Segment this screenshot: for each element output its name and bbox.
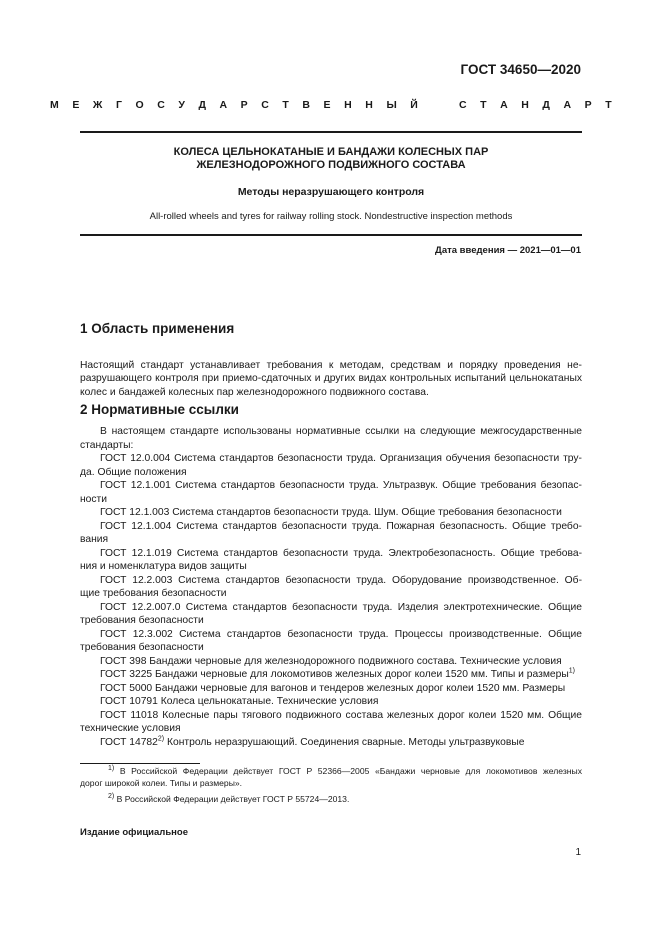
section-1-line: разрушающего контроля при приемо-сдаточных и других видах контрольных испытаний цельнокатаных bbox=[80, 373, 582, 384]
reference-text: ГОСТ 12.0.004 Система стандартов безопасности труда. Организация обучения безопасности тру- bbox=[100, 453, 582, 464]
reference-continuation: ности bbox=[80, 493, 108, 505]
reference-entry bbox=[80, 520, 582, 534]
reference-continuation: вания bbox=[80, 534, 109, 545]
reference-continuation: щие требования безопасности bbox=[80, 588, 227, 599]
reference-entry bbox=[80, 547, 582, 561]
introduction-date: Дата введения — 2021—01—01 bbox=[435, 245, 581, 256]
reference-text: ГОСТ 12.2.007.0 Система стандартов безопасности труда. Изделия электротехнические. Общие bbox=[100, 601, 582, 613]
interstate-letter: Р bbox=[240, 99, 248, 111]
interstate-letter: А bbox=[500, 99, 508, 111]
page-number: 1 bbox=[575, 847, 581, 858]
document-subtitle: Методы неразрушающего контроля bbox=[237, 186, 425, 198]
section-1-line: Настоящий стандарт устанавливает требования к методам, средствам и порядку проведения не- bbox=[80, 359, 582, 371]
reference-text: ГОСТ 12.1.004 Система стандартов безопасности труда. Пожарная безопасность. Общие требо- bbox=[100, 520, 582, 532]
interstate-letter: Т bbox=[282, 99, 289, 111]
footnote-1-cont: дорог широкой колеи. Типы и размеры». bbox=[80, 778, 243, 788]
title-line-2: ЖЕЛЕЗНОДОРОЖНОГО ПОДВИЖНОГО СОСТАВА bbox=[196, 159, 466, 171]
reference-text: ГОСТ 10791 Колеса цельнокатаные. Технические условия bbox=[100, 696, 379, 707]
reference-continuation: требования безопасности bbox=[80, 642, 204, 653]
interstate-letter: А bbox=[563, 99, 572, 111]
reference-continuation: да. Общие положения bbox=[80, 466, 187, 478]
reference-text: ГОСТ 5000 Бандажи черновые для вагонов и тендеров железных дорог колеи 1520 мм. Размеры bbox=[100, 682, 566, 694]
interstate-letter: Н bbox=[365, 99, 373, 111]
reference-text: ГОСТ 12.1.001 Система стандартов безопасности труда. Ультразвук. Общие требования безопас- bbox=[100, 480, 582, 491]
reference-entry bbox=[80, 736, 582, 750]
footnotes bbox=[80, 765, 582, 805]
interstate-letter: М bbox=[50, 99, 59, 111]
interstate-letter: Е bbox=[323, 99, 331, 111]
reference-entry bbox=[80, 601, 582, 615]
official-edition-label: Издание официальное bbox=[80, 827, 188, 838]
interstate-letter: С bbox=[458, 99, 467, 111]
interstate-letter: Т bbox=[605, 99, 612, 111]
interstate-letter: В bbox=[302, 99, 310, 111]
reference-entry bbox=[80, 574, 582, 588]
section-2-body bbox=[80, 425, 582, 749]
reference-text: Контроль неразрушающий. Соединения сварные. Методы ультразвуковые bbox=[164, 736, 525, 748]
footnote-mark: 1) bbox=[568, 667, 576, 675]
footnote-mark: 2) bbox=[157, 735, 165, 743]
interstate-letter: Т bbox=[480, 99, 487, 111]
top-rule bbox=[80, 131, 582, 133]
interstate-letter: О bbox=[135, 99, 144, 111]
reference-continuation: технические условия bbox=[80, 723, 181, 734]
reference-text: ГОСТ 11018 Колесные пары тягового подвижного состава железных дорог колеи 1520 мм. Общие bbox=[100, 709, 582, 721]
reference-text: ГОСТ 12.1.003 Система стандартов безопасности труда. Шум. Общие требования безопасности bbox=[100, 507, 562, 518]
interstate-letter: Н bbox=[521, 99, 529, 111]
title-rule bbox=[80, 234, 582, 236]
footnote-2: $^{2)}$ В Российской Федерации действует ГОСТ Р 55724—2013. bbox=[108, 793, 350, 804]
reference-entry bbox=[80, 695, 582, 709]
reference-entry bbox=[80, 479, 582, 493]
reference-text: ГОСТ 3225 Бандажи черновые для локомотивов железных дорог колеи 1520 мм. Типы и размеры bbox=[100, 669, 569, 680]
interstate-letter: У bbox=[178, 99, 185, 111]
reference-text: ГОСТ 12.3.002 Система стандартов безопасности труда. Процессы производственные. Общие bbox=[100, 628, 582, 640]
interstate-letter: Й bbox=[410, 99, 418, 111]
reference-text: ГОСТ 398 Бандажи черновые для железнодорожного подвижного состава. Технические условия bbox=[100, 655, 562, 667]
reference-text: ГОСТ 14782 bbox=[100, 736, 158, 748]
title-line-1: КОЛЕСА ЦЕЛЬНОКАТАНЫЕ И БАНДАЖИ КОЛЕСНЫХ ПАР bbox=[173, 146, 489, 158]
interstate-letter: Ы bbox=[386, 99, 397, 111]
reference-entry bbox=[80, 668, 582, 682]
interstate-letter: Г bbox=[115, 99, 122, 111]
interstate-letter: Д bbox=[542, 99, 550, 111]
interstate-letter: Ж bbox=[92, 99, 103, 111]
section-2-intro: стандарты: bbox=[80, 439, 134, 451]
interstate-letter: С bbox=[157, 99, 165, 111]
reference-entry bbox=[80, 709, 582, 723]
reference-continuation: требования безопасности bbox=[80, 615, 204, 626]
reference-continuation: ния и номенклатура видов защиты bbox=[80, 561, 247, 572]
reference-entry bbox=[80, 452, 582, 466]
reference-entry bbox=[80, 628, 582, 642]
interstate-standard-label bbox=[50, 99, 612, 111]
interstate-letter: Д bbox=[198, 99, 206, 111]
footnote-1: $^{1)}$ В Российской Федерации действует ГОСТ Р 52366—2005 «Бандажи черновые для локомотивов железных bbox=[108, 765, 582, 776]
reference-entry bbox=[80, 682, 582, 696]
interstate-letter: С bbox=[261, 99, 269, 111]
footnote-rule bbox=[80, 763, 200, 764]
section-1-body bbox=[80, 345, 582, 399]
interstate-letter: А bbox=[219, 99, 228, 111]
interstate-letter: Р bbox=[584, 99, 592, 111]
english-title: All-rolled wheels and tyres for railway rolling stock. Nondestructive inspection methods bbox=[149, 211, 513, 222]
interstate-letter: Н bbox=[344, 99, 352, 111]
gost-code: ГОСТ 34650—2020 bbox=[460, 62, 581, 77]
section-1-line: колес и бандажей колесных пар железнодорожного подвижного состава. bbox=[80, 386, 429, 398]
interstate-letter: Е bbox=[72, 99, 80, 111]
section-2-heading: 2 Нормативные ссылки bbox=[80, 402, 239, 417]
reference-entry bbox=[80, 506, 582, 520]
section-2-intro: В настоящем стандарте использованы нормативные ссылки на следующие межгосударственные bbox=[100, 426, 582, 437]
section-1-heading: 1 Область применения bbox=[80, 321, 235, 336]
reference-text: ГОСТ 12.1.019 Система стандартов безопасности труда. Электробезопасность. Общие требова- bbox=[100, 547, 582, 559]
reference-text: ГОСТ 12.2.003 Система стандартов безопасности труда. Оборудование производственное. Об- bbox=[100, 574, 582, 586]
document-title bbox=[80, 146, 582, 172]
reference-entry bbox=[80, 655, 582, 669]
